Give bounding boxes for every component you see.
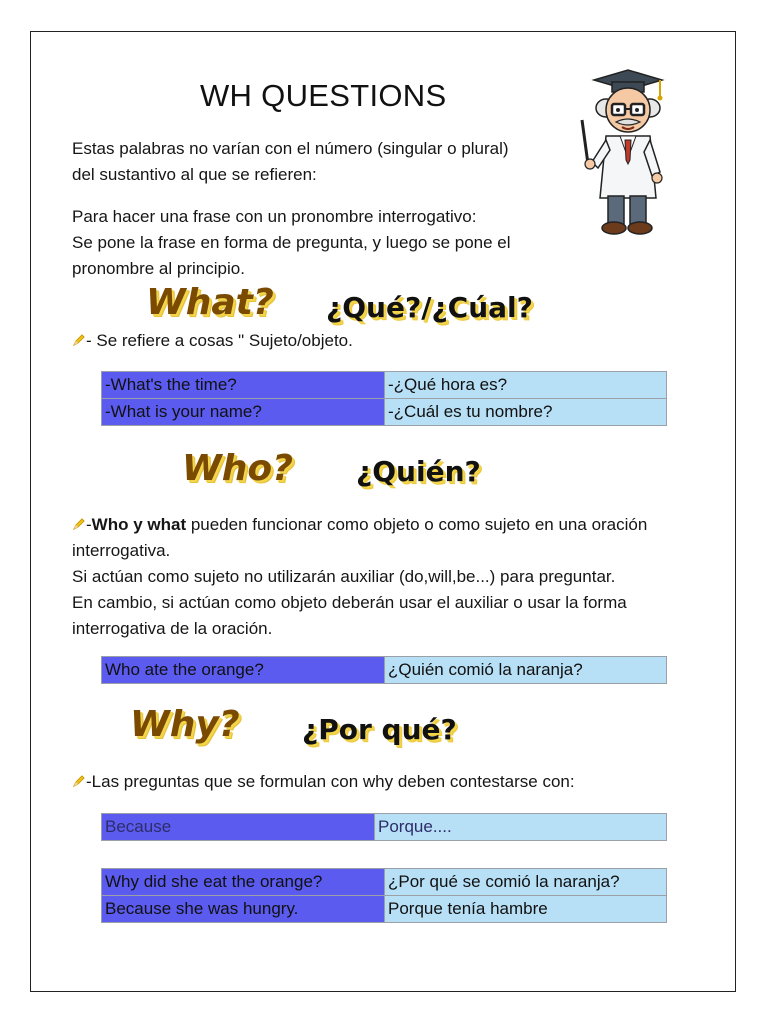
- pencil-icon: [72, 333, 86, 347]
- because-table: [101, 813, 667, 841]
- page-title: WH QUESTIONS: [200, 78, 447, 113]
- who-examples-table: [101, 656, 667, 684]
- spanish-cell: Porque tenía hambre: [385, 896, 667, 923]
- english-cell: Why did she eat the orange?: [102, 869, 385, 896]
- intro-paragraph-1: Estas palabras no varían con el número (singular o plural) del sustantivo al que se refieren:: [72, 139, 509, 184]
- who-note: -Who y what pueden funcionar como objeto o como sujeto en una oración interrogativa. Si actúan como sujeto no utilizarán auxiliar (do,will,be...) para preguntar. En cambio, si actúan como objeto deberán usar el auxiliar o usar la forma interrogativa de la oración.: [72, 515, 648, 638]
- intro-paragraph-2: Para hacer una frase con un pronombre interrogativo: Se pone la frase en forma de pregunta, y luego se pone el pronombre al principio.: [72, 207, 511, 278]
- spanish-cell: -¿Cuál es tu nombre?: [385, 399, 667, 426]
- what-heading: What?: [146, 282, 274, 323]
- pencil-icon: [72, 517, 86, 531]
- english-cell: Because: [102, 814, 375, 841]
- table-row: [102, 814, 667, 841]
- spanish-cell: Porque....: [375, 814, 667, 841]
- spanish-cell: ¿Quién comió la naranja?: [385, 657, 667, 684]
- who-translation-heading: ¿Quién?: [356, 455, 481, 488]
- why-examples-table: [101, 868, 667, 923]
- table-row: [102, 372, 667, 399]
- table-row: [102, 896, 667, 923]
- english-cell: -What's the time?: [102, 372, 385, 399]
- table-row: [102, 399, 667, 426]
- pencil-icon: [72, 774, 86, 788]
- english-cell: -What is your name?: [102, 399, 385, 426]
- why-note: -Las preguntas que se formulan con why deben contestarse con:: [72, 769, 575, 795]
- professor-illustration: [572, 68, 672, 238]
- table-row: [102, 657, 667, 684]
- why-translation-heading: ¿Por qué?: [302, 713, 457, 746]
- spanish-cell: -¿Qué hora es?: [385, 372, 667, 399]
- why-heading: Why?: [130, 704, 240, 745]
- what-translation-heading: ¿Qué?/¿Cúal?: [326, 291, 533, 324]
- what-examples-table: [101, 371, 667, 426]
- spanish-cell: ¿Por qué se comió la naranja?: [385, 869, 667, 896]
- what-note: - Se refiere a cosas " Sujeto/objeto.: [72, 328, 353, 354]
- who-heading: Who?: [182, 448, 293, 489]
- english-cell: Because she was hungry.: [102, 896, 385, 923]
- english-cell: Who ate the orange?: [102, 657, 385, 684]
- table-row: [102, 869, 667, 896]
